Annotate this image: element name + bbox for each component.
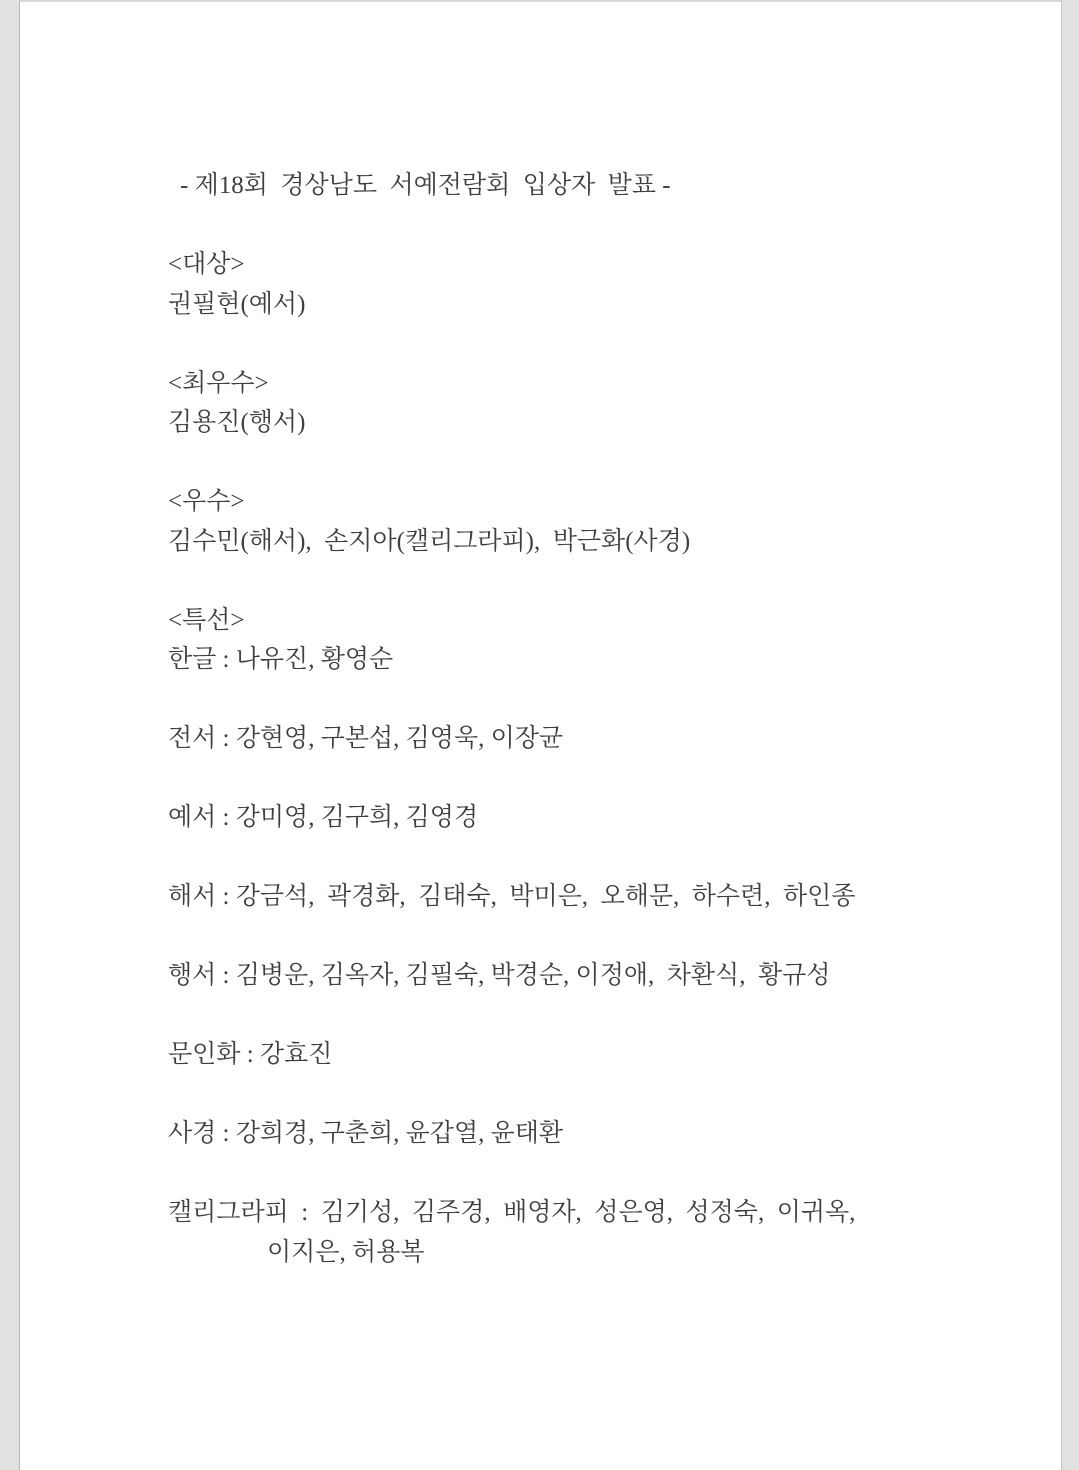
- doc-line: 권필현(예서): [168, 290, 306, 318]
- doc-blank-line: [168, 443, 1031, 483]
- doc-section-label: <최우수>: [168, 369, 269, 397]
- doc-blank-line: [168, 561, 1031, 601]
- doc-line-continuation: 이지은, 허용복: [267, 1238, 425, 1266]
- doc-blank-line: [168, 996, 1031, 1036]
- doc-line: 행서 : 김병운, 김옥자, 김필숙, 박경순, 이정애, 차환식, 황규성: [168, 962, 831, 989]
- doc-blank-line: [168, 206, 1031, 246]
- document-body: [168, 166, 1031, 1272]
- doc-section-label: <우수>: [168, 488, 245, 515]
- doc-section-label: <특선>: [168, 606, 245, 634]
- doc-blank-line: [168, 838, 1031, 878]
- doc-title: - 제18회 경상남도 서예전람회 입상자 발표 -: [180, 172, 671, 199]
- doc-line: 예서 : 강미영, 김구희, 김영경: [168, 804, 479, 831]
- doc-line: 김수민(해서), 손지아(캘리그라피), 박근화(사경): [168, 527, 691, 555]
- doc-section-label: <대상>: [168, 251, 245, 278]
- doc-line: 한글 : 나유진, 황영순: [168, 646, 394, 673]
- doc-blank-line: [168, 1075, 1031, 1115]
- document-page: [19, 0, 1062, 1470]
- doc-blank-line: [168, 324, 1031, 364]
- doc-blank-line: [168, 759, 1031, 799]
- doc-blank-line: [168, 680, 1031, 720]
- doc-line: 사경 : 강희경, 구춘희, 윤갑열, 윤태환: [168, 1120, 564, 1147]
- doc-line: 김용진(행서): [168, 409, 306, 436]
- doc-line: 해서 : 강금석, 곽경화, 김태숙, 박미은, 오해문, 하수련, 하인종: [168, 883, 856, 910]
- doc-blank-line: [168, 1154, 1031, 1194]
- doc-line: 문인화 : 강효진: [168, 1041, 333, 1068]
- doc-line: 전서 : 강현영, 구본섭, 김영욱, 이장균: [168, 725, 564, 752]
- doc-blank-line: [168, 917, 1031, 957]
- doc-line: 캘리그라피 : 김기성, 김주경, 배영자, 성은영, 성정숙, 이귀옥,: [168, 1199, 856, 1226]
